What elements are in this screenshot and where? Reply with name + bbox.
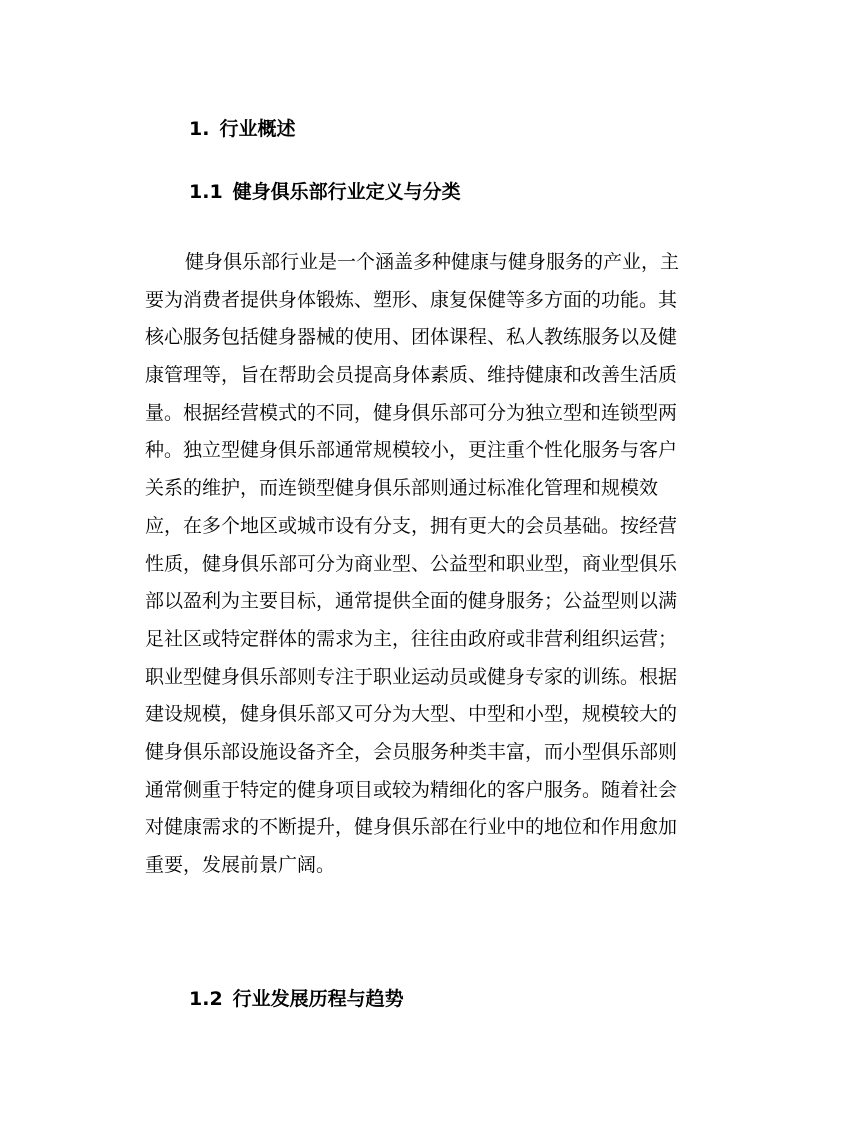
- paragraph-line: 重要，发展前景广阔。: [145, 854, 336, 876]
- section-title: 行业概述: [219, 118, 296, 140]
- paragraph-line: 健身俱乐部行业是一个涵盖多种健康与健身服务的产业，主: [185, 251, 680, 273]
- paragraph-line: 性质，健身俱乐部可分为商业型、公益型和职业型，商业型俱乐: [145, 552, 678, 575]
- section-number: 1.1: [189, 181, 223, 203]
- paragraph-line: 康管理等，旨在帮助会员提高身体素质、维持健康和改善生活质: [145, 364, 678, 387]
- paragraph-line: 关系的维护，而连锁型健身俱乐部则通过标准化管理和规模效: [145, 477, 659, 500]
- paragraph-line: 要为消费者提供身体锻炼、塑形、康复保健等多方面的功能。其: [145, 288, 678, 311]
- paragraph-line: 职业型健身俱乐部则专注于职业运动员或健身专家的训练。根据: [145, 665, 678, 688]
- body-paragraph: [145, 244, 705, 885]
- section-title: 行业发展历程与趋势: [232, 988, 404, 1010]
- paragraph-line: 建设规模，健身俱乐部又可分为大型、中型和小型，规模较大的: [145, 703, 678, 726]
- paragraph-line: 应，在多个地区或城市设有分支，拥有更大的会员基础。按经营: [145, 514, 678, 537]
- paragraph-line: 核心服务包括健身器械的使用、团体课程、私人教练服务以及健: [145, 326, 678, 349]
- paragraph-line: 量。根据经营模式的不同，健身俱乐部可分为独立型和连锁型两: [145, 401, 678, 424]
- section-title: 健身俱乐部行业定义与分类: [232, 181, 461, 203]
- paragraph-line: 对健康需求的不断提升，健身俱乐部在行业中的地位和作用愈加: [145, 816, 678, 839]
- section-heading-1-1: [189, 179, 461, 205]
- section-number: 1.: [189, 118, 210, 140]
- section-heading-1-2: [189, 986, 404, 1012]
- paragraph-line: 部以盈利为主要目标，通常提供全面的健身服务；公益型则以满: [145, 590, 678, 613]
- paragraph-line: 健身俱乐部设施设备齐全，会员服务种类丰富，而小型俱乐部则: [145, 740, 678, 763]
- paragraph-line: 通常侧重于特定的健身项目或较为精细化的客户服务。随着社会: [145, 778, 678, 801]
- paragraph-line: 足社区或特定群体的需求为主，往往由政府或非营利组织运营；: [145, 627, 678, 650]
- section-number: 1.2: [189, 988, 223, 1010]
- section-heading-1: [189, 116, 295, 142]
- paragraph-line: 种。独立型健身俱乐部通常规模较小，更注重个性化服务与客户: [145, 439, 678, 462]
